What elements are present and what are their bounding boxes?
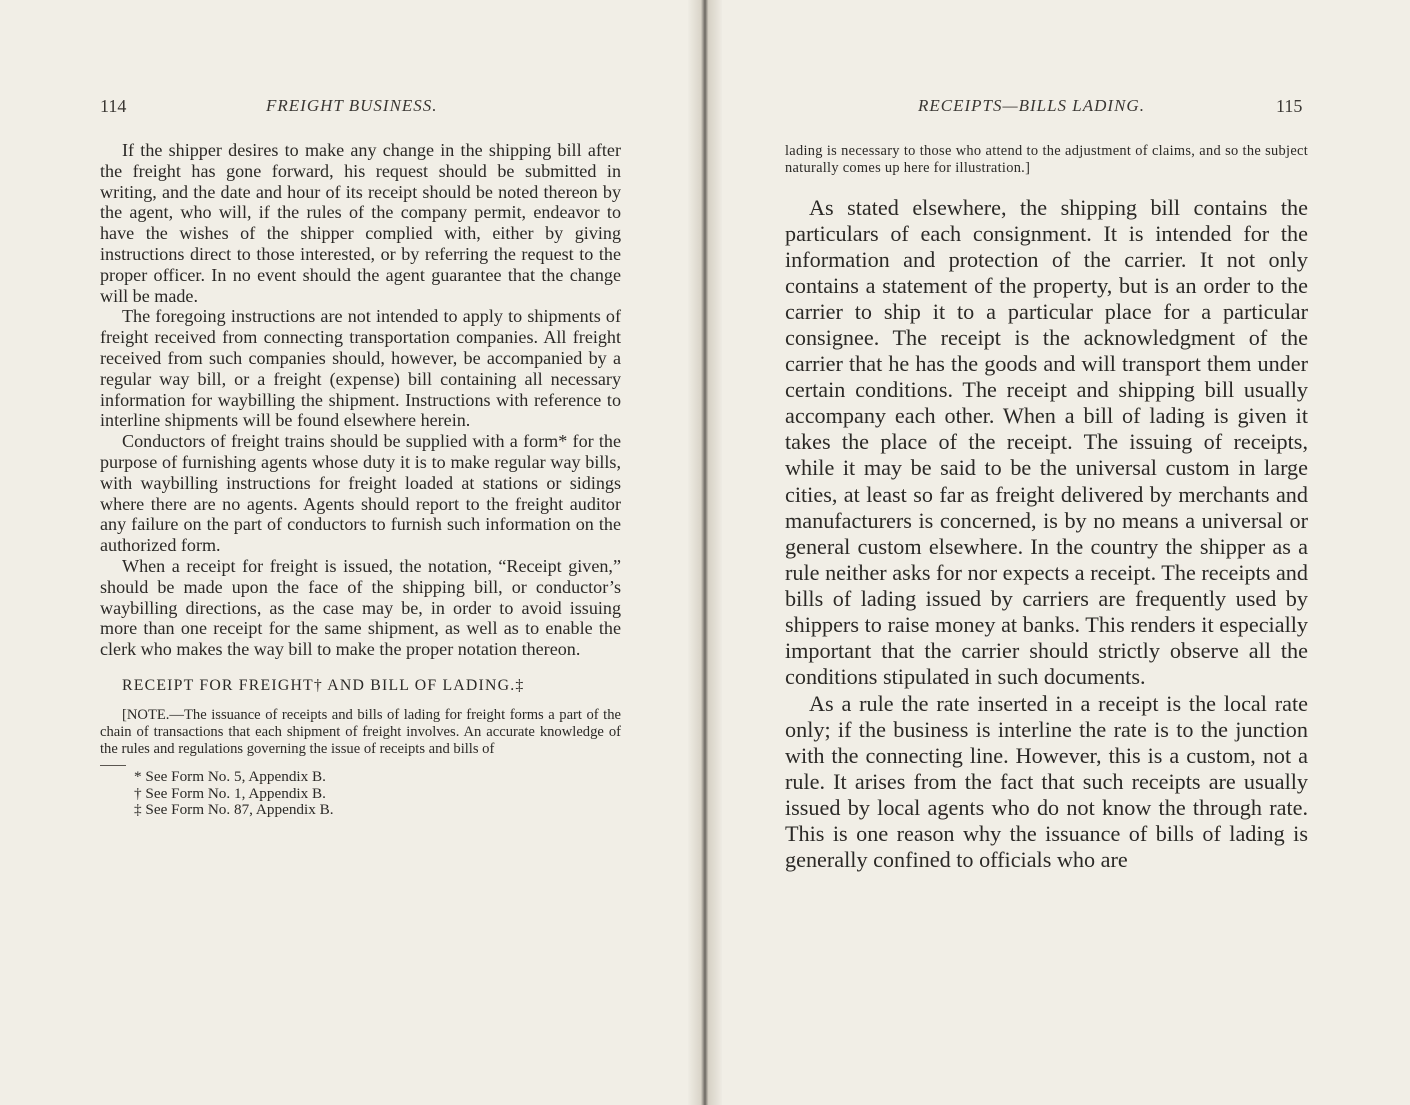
footnote: † See Form No. 1, Appendix B. [134, 784, 326, 802]
footnote: * See Form No. 5, Appendix B. [134, 768, 326, 786]
left-page [0, 0, 702, 1105]
left-text-column [100, 140, 621, 818]
paragraph: When a receipt for freight is issued, the notation, “Receipt given,” should be made upon the face of the shipping bill, or conductor’s waybilling directions, as the case may be, in order to avoid issuing more than one receipt for the same shipment, as well as to enable the clerk who makes the way bill to make the proper notation thereon. [100, 555, 621, 660]
section-heading: RECEIPT FOR FREIGHT† AND BILL OF LADING.‡ [122, 676, 525, 694]
running-head: FREIGHT BUSINESS. [266, 96, 438, 115]
paragraph: Conductors of freight trains should be supplied with a form* for the purpose of furnishing agents whose duty it is to make regular way bills, with waybilling instructions for freight loaded at stations or sidings where there are no agents. Agents should report to the freight auditor any failure on the part of conductors to furnish such information on the authorized form. [100, 431, 621, 556]
editor-note: [NOTE.—The issuance of receipts and bills of lading for freight forms a part of the chain of transactions that each shipment of freight involves. An accurate knowledge of the rules and regulations governing the issue of receipts and bills of [100, 706, 621, 758]
page-number: 115 [1276, 96, 1303, 116]
editor-note-continued: lading is necessary to those who attend to the adjustment of claims, and so the subject naturally comes up here for illustration.] [785, 143, 1308, 177]
paragraph: As a rule the rate inserted in a receipt is the local rate only; if the business is interline the rate is to the junction with the connecting line. However, this is a custom, not a rule. It arises from the fact that such receipts are usually issued by local agents who do not know the through rate. This is one reason why the issuance of bills of lading is generally confined to officials who are [785, 690, 1308, 873]
book-gutter [688, 0, 722, 1105]
right-text-column [785, 195, 1308, 873]
footnote-rule [100, 765, 126, 766]
paragraph: If the shipper desires to make any change in the shipping bill after the freight has gone forward, his request should be submitted in writing, and the date and hour of its receipt should be noted thereon by the agent, who will, if the rules of the company permit, endeavor to have the wishes of the shipper complied with, either by giving instructions direct to those interested, or by referring the request to the proper officer. In no event should the agent guarantee that the change will be made. [100, 140, 621, 306]
page-number: 114 [100, 96, 127, 116]
footnote: ‡ See Form No. 87, Appendix B. [134, 800, 334, 818]
paragraph: As stated elsewhere, the shipping bill contains the particulars of each consignment. It is intended for the information and protection of the carrier. It not only contains a statement of the property, but is an order to the carrier to ship it to a particular place for a particular consignee. The receipt is the acknowledgment of the carrier that he has the goods and will transport them under certain conditions. The receipt and shipping bill usually accompany each other. When a bill of lading is given it takes the place of the receipt. The issuing of receipts, while it may be said to be the universal custom in large cities, at least so far as freight delivered by merchants and manufacturers is concerned, is by no means a universal or general custom elsewhere. In the country the shipper as a rule neither asks for nor expects a receipt. The receipts and bills of lading issued by carriers are frequently used by shippers to raise money at banks. This renders it especially important that the carrier should strictly observe all the conditions stipulated in such documents. [785, 195, 1308, 689]
running-head: RECEIPTS—BILLS LADING. [918, 96, 1145, 115]
paragraph: The foregoing instructions are not intended to apply to shipments of freight received from connecting transportation companies. All freight received from such companies should, however, be accompanied by a regular way bill, or a freight (expense) bill containing all necessary information for waybilling the shipment. Instructions with reference to interline shipments will be found elsewhere herein. [100, 306, 621, 431]
